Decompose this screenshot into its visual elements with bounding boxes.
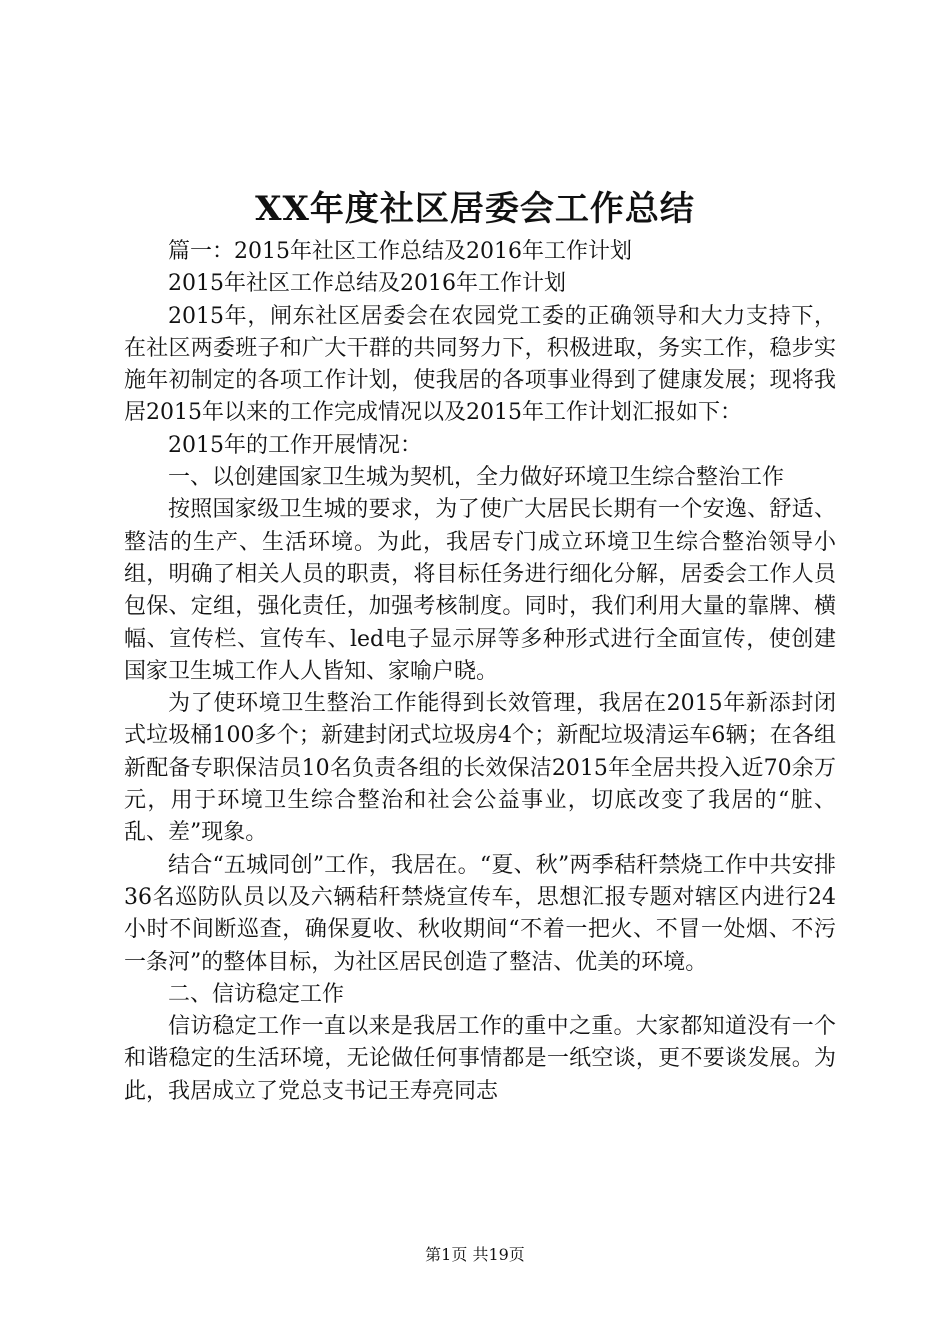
document-title: XX年度社区居委会工作总结 xyxy=(255,189,695,229)
document-body xyxy=(124,236,836,1108)
paragraph-body: 为了使环境卫生整治工作能得到长效管理，我居在2015年新添封闭式垃圾桶100多个；新建封闭式垃圾房4个；新配垃圾清运车6辆；在各组新配备专职保洁员10名负责各组的长效保洁2015年全居共投入近70余万元，用于环境卫生综合整治和社会公益事业，切底改变了我居的“脏、乱、差”现象。 xyxy=(124,691,836,846)
paragraph-intro: 2015年，闸东社区居委会在农园党工委的正确领导和大力支持下，在社区两委班子和广大干群的共同努力下，积极进取，务实工作，稳步实施年初制定的各项工作计划，使我居的各项事业得到了健康发展；现将我居2015年以来的工作完成情况以及2015年工作计划汇报如下： xyxy=(124,303,836,426)
paragraph-heading-2: 二、信访稳定工作 xyxy=(168,981,345,1007)
page-footer: 第1页 共19页 xyxy=(425,1245,525,1264)
paragraph-subtitle: 2015年社区工作总结及2016年工作计划 xyxy=(168,271,566,297)
paragraph-body: 结合“五城同创”工作，我居在。“夏、秋”两季秸秆禁烧工作中共安排36名巡防队员以及六辆秸秆禁烧宣传车，思想汇报专题对辖区内进行24小时不间断巡查，确保夏收、秋收期间“不着一把火、不冒一处烟、不污一条河”的整体目标，为社区居民创造了整洁、优美的环境。 xyxy=(124,852,836,975)
paragraph-heading-1: 一、以创建国家卫生城为契机，全力做好环境卫生综合整治工作 xyxy=(168,465,785,491)
paragraph-body: 按照国家级卫生城的要求，为了使广大居民长期有一个安逸、舒适、整洁的生产、生活环境。为此，我居专门成立环境卫生综合整治领导小组，明确了相关人员的职责，将目标任务进行细化分解，居委会工作人员包保、定组，强化责任，加强考核制度。同时，我们利用大量的靠牌、横幅、宣传栏、宣传车、led电子显示屏等多种形式进行全面宣传，使创建国家卫生城工作人人皆知、家喻户晓。 xyxy=(124,497,836,684)
paragraph-body: 信访稳定工作一直以来是我居工作的重中之重。大家都知道没有一个和谐稳定的生活环境，无论做任何事情都是一纸空谈，更不要谈发展。为此，我居成立了党总支书记王寿亮同志 xyxy=(124,1014,836,1104)
paragraph-chapter-heading: 篇一：2015年社区工作总结及2016年工作计划 xyxy=(168,239,632,264)
paragraph-section-label: 2015年的工作开展情况： xyxy=(168,432,422,458)
